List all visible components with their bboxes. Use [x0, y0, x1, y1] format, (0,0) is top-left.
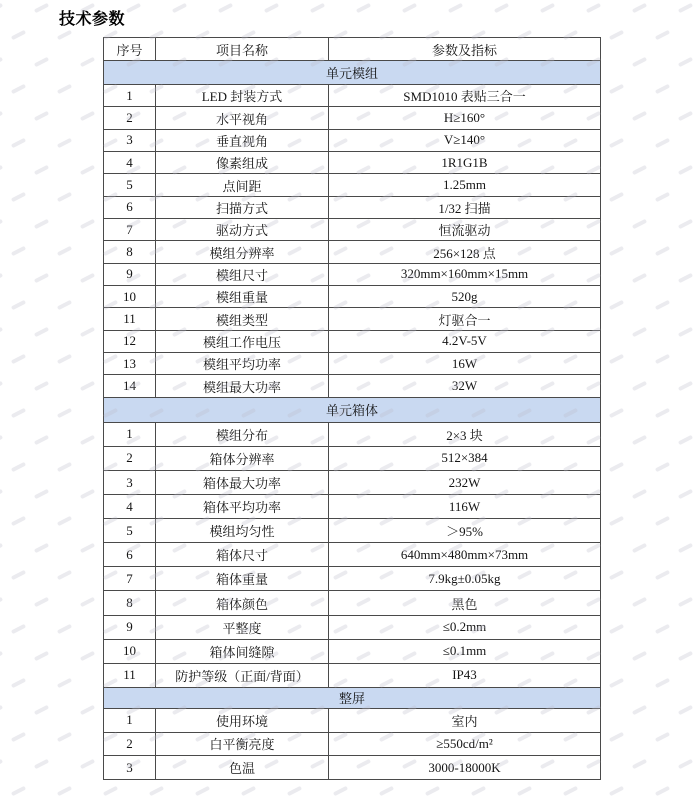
watermark-mark	[11, 138, 26, 148]
row-index: 11	[104, 663, 156, 687]
table-row	[104, 519, 601, 543]
row-index: 2	[104, 107, 156, 129]
watermark-mark	[0, 435, 3, 445]
row-index: 6	[104, 196, 156, 218]
watermark-mark	[80, 381, 95, 391]
table-row	[104, 308, 601, 330]
row-index: 9	[104, 615, 156, 639]
table-row	[104, 219, 601, 241]
watermark-mark	[678, 3, 693, 13]
row-index: 5	[104, 174, 156, 196]
watermark-mark	[80, 327, 95, 337]
watermark-mark	[34, 759, 49, 769]
watermark-mark	[11, 408, 26, 418]
row-spec-value: 室内	[329, 708, 601, 732]
row-item-name: 像素组成	[156, 152, 329, 174]
watermark-mark	[57, 786, 72, 796]
watermark-mark	[632, 489, 647, 499]
row-index: 3	[104, 756, 156, 780]
watermark-mark	[655, 408, 670, 418]
watermark-mark	[11, 516, 26, 526]
row-index: 1	[104, 708, 156, 732]
watermark-mark	[678, 327, 693, 337]
watermark-mark	[195, 786, 210, 796]
watermark-mark	[80, 543, 95, 553]
watermark-mark	[609, 570, 624, 580]
row-item-name: 垂直视角	[156, 129, 329, 151]
watermark-mark	[264, 3, 279, 13]
watermark-mark	[57, 462, 72, 472]
row-item-name: 箱体尺寸	[156, 543, 329, 567]
spec-table	[103, 37, 601, 780]
row-spec-value: 16W	[329, 353, 601, 375]
row-spec-value: 116W	[329, 495, 601, 519]
row-item-name: 模组最大功率	[156, 375, 329, 397]
header-row	[104, 38, 601, 61]
watermark-mark	[57, 570, 72, 580]
row-index: 10	[104, 639, 156, 663]
watermark-mark	[0, 705, 3, 715]
watermark-mark	[11, 624, 26, 634]
row-index: 12	[104, 330, 156, 352]
watermark-mark	[609, 192, 624, 202]
watermark-mark	[678, 759, 693, 769]
table-row	[104, 375, 601, 397]
watermark-mark	[0, 489, 3, 499]
table-row	[104, 591, 601, 615]
row-spec-value: ≤0.2mm	[329, 615, 601, 639]
table-row	[104, 152, 601, 174]
table-row	[104, 129, 601, 151]
row-index: 13	[104, 353, 156, 375]
watermark-mark	[540, 3, 555, 13]
row-index: 1	[104, 422, 156, 446]
watermark-mark	[80, 489, 95, 499]
watermark-mark	[632, 273, 647, 283]
row-index: 8	[104, 241, 156, 263]
page-title: 技术参数	[59, 11, 126, 28]
watermark-mark	[57, 732, 72, 742]
watermark-mark	[609, 624, 624, 634]
watermark-mark	[0, 759, 3, 769]
watermark-mark	[655, 30, 670, 40]
row-item-name: 点间距	[156, 174, 329, 196]
watermark-mark	[678, 489, 693, 499]
row-spec-value: 3000-18000K	[329, 756, 601, 780]
watermark-mark	[632, 381, 647, 391]
watermark-mark	[0, 327, 3, 337]
row-item-name: 箱体分辨率	[156, 446, 329, 470]
watermark-mark	[0, 165, 3, 175]
row-item-name: 白平衡亮度	[156, 732, 329, 756]
row-item-name: 箱体颜色	[156, 591, 329, 615]
watermark-mark	[678, 435, 693, 445]
row-index: 5	[104, 519, 156, 543]
row-item-name: 使用环境	[156, 708, 329, 732]
table-row	[104, 446, 601, 470]
watermark-mark	[655, 246, 670, 256]
watermark-mark	[80, 219, 95, 229]
watermark-mark	[80, 651, 95, 661]
watermark-mark	[0, 273, 3, 283]
table-row	[104, 353, 601, 375]
watermark-mark	[11, 786, 26, 796]
row-spec-value: H≥160°	[329, 107, 601, 129]
row-spec-value: ≥550cd/m²	[329, 732, 601, 756]
row-item-name: 模组工作电压	[156, 330, 329, 352]
watermark-mark	[11, 570, 26, 580]
table-row	[104, 85, 601, 107]
watermark-mark	[310, 3, 325, 13]
watermark-mark	[356, 3, 371, 13]
watermark-mark	[632, 435, 647, 445]
watermark-mark	[80, 597, 95, 607]
row-item-name: 色温	[156, 756, 329, 780]
watermark-mark	[609, 138, 624, 148]
watermark-mark	[0, 3, 3, 13]
watermark-mark	[379, 786, 394, 796]
watermark-mark	[57, 30, 72, 40]
watermark-mark	[632, 165, 647, 175]
watermark-mark	[11, 30, 26, 40]
watermark-mark	[57, 300, 72, 310]
watermark-mark	[425, 786, 440, 796]
watermark-mark	[586, 3, 601, 13]
watermark-mark	[34, 543, 49, 553]
row-spec-value: 恒流驱动	[329, 219, 601, 241]
table-body	[104, 61, 601, 780]
watermark-mark	[11, 300, 26, 310]
watermark-mark	[57, 138, 72, 148]
watermark-mark	[172, 3, 187, 13]
row-spec-value: 7.9kg±0.05kg	[329, 567, 601, 591]
watermark-mark	[609, 732, 624, 742]
row-spec-value: IP43	[329, 663, 601, 687]
row-item-name: 模组重量	[156, 286, 329, 308]
row-index: 1	[104, 85, 156, 107]
row-spec-value: ＞95%	[329, 519, 601, 543]
row-item-name: 模组尺寸	[156, 263, 329, 285]
watermark-mark	[0, 219, 3, 229]
col-header-item-name: 项目名称	[156, 38, 329, 61]
row-spec-value: 520g	[329, 286, 601, 308]
table-row	[104, 196, 601, 218]
watermark-mark	[57, 84, 72, 94]
row-item-name: 模组平均功率	[156, 353, 329, 375]
watermark-mark	[11, 354, 26, 364]
table-row	[104, 495, 601, 519]
row-spec-value: 1.25mm	[329, 174, 601, 196]
watermark-mark	[0, 543, 3, 553]
watermark-mark	[494, 3, 509, 13]
watermark-mark	[655, 462, 670, 472]
row-item-name: 模组分辨率	[156, 241, 329, 263]
watermark-mark	[448, 3, 463, 13]
row-spec-value: 2×3 块	[329, 422, 601, 446]
row-index: 7	[104, 567, 156, 591]
watermark-mark	[678, 381, 693, 391]
row-spec-value: 32W	[329, 375, 601, 397]
watermark-mark	[471, 786, 486, 796]
row-index: 3	[104, 129, 156, 151]
col-header-index: 序号	[104, 38, 156, 61]
row-index: 4	[104, 152, 156, 174]
table-header	[104, 38, 601, 61]
watermark-mark	[678, 705, 693, 715]
watermark-mark	[80, 435, 95, 445]
section-row	[104, 397, 601, 422]
watermark-mark	[149, 786, 164, 796]
watermark-mark	[57, 678, 72, 688]
watermark-mark	[11, 462, 26, 472]
watermark-mark	[0, 111, 3, 121]
watermark-mark	[632, 651, 647, 661]
row-item-name: 模组均匀性	[156, 519, 329, 543]
watermark-mark	[34, 111, 49, 121]
watermark-mark	[57, 516, 72, 526]
table-row	[104, 615, 601, 639]
watermark-mark	[678, 273, 693, 283]
table-row	[104, 471, 601, 495]
table-row	[104, 708, 601, 732]
watermark-mark	[0, 381, 3, 391]
watermark-mark	[655, 192, 670, 202]
watermark-mark	[34, 597, 49, 607]
table-row	[104, 732, 601, 756]
watermark-mark	[609, 246, 624, 256]
watermark-mark	[678, 651, 693, 661]
watermark-mark	[609, 462, 624, 472]
watermark-mark	[609, 354, 624, 364]
watermark-mark	[632, 3, 647, 13]
watermark-mark	[632, 759, 647, 769]
row-spec-value: 512×384	[329, 446, 601, 470]
watermark-mark	[34, 57, 49, 67]
section-row	[104, 687, 601, 708]
watermark-mark	[34, 651, 49, 661]
watermark-mark	[678, 165, 693, 175]
row-spec-value: 640mm×480mm×73mm	[329, 543, 601, 567]
watermark-mark	[34, 327, 49, 337]
col-header-spec-value: 参数及指标	[329, 38, 601, 61]
watermark-mark	[80, 705, 95, 715]
watermark-mark	[11, 678, 26, 688]
row-index: 14	[104, 375, 156, 397]
row-item-name: 水平视角	[156, 107, 329, 129]
watermark-mark	[678, 219, 693, 229]
watermark-mark	[80, 273, 95, 283]
watermark-mark	[34, 435, 49, 445]
watermark-mark	[80, 57, 95, 67]
watermark-mark	[241, 786, 256, 796]
watermark-mark	[632, 705, 647, 715]
row-index: 10	[104, 286, 156, 308]
table-row	[104, 241, 601, 263]
watermark-mark	[609, 678, 624, 688]
watermark-mark	[632, 543, 647, 553]
row-item-name: 箱体重量	[156, 567, 329, 591]
table-row	[104, 330, 601, 352]
table-row	[104, 286, 601, 308]
watermark-mark	[0, 597, 3, 607]
watermark-mark	[655, 300, 670, 310]
watermark-mark	[678, 597, 693, 607]
row-spec-value: ≤0.1mm	[329, 639, 601, 663]
row-item-name: LED 封装方式	[156, 85, 329, 107]
watermark-mark	[11, 192, 26, 202]
section-header: 单元模组	[104, 61, 601, 85]
watermark-mark	[632, 327, 647, 337]
watermark-mark	[34, 219, 49, 229]
row-index: 11	[104, 308, 156, 330]
row-index: 8	[104, 591, 156, 615]
table-row	[104, 663, 601, 687]
row-item-name: 防护等级（正面/背面）	[156, 663, 329, 687]
section-row	[104, 61, 601, 85]
watermark-mark	[34, 381, 49, 391]
watermark-mark	[11, 732, 26, 742]
row-index: 6	[104, 543, 156, 567]
watermark-mark	[0, 651, 3, 661]
watermark-mark	[632, 597, 647, 607]
watermark-mark	[632, 111, 647, 121]
row-spec-value: 灯驱合一	[329, 308, 601, 330]
watermark-mark	[103, 786, 118, 796]
row-item-name: 箱体间缝隙	[156, 639, 329, 663]
watermark-mark	[333, 786, 348, 796]
watermark-mark	[655, 354, 670, 364]
row-index: 9	[104, 263, 156, 285]
watermark-mark	[80, 165, 95, 175]
table-row	[104, 263, 601, 285]
row-item-name: 模组类型	[156, 308, 329, 330]
row-index: 7	[104, 219, 156, 241]
row-item-name: 扫描方式	[156, 196, 329, 218]
row-spec-value: 4.2V-5V	[329, 330, 601, 352]
watermark-mark	[655, 516, 670, 526]
watermark-mark	[126, 3, 141, 13]
watermark-mark	[34, 3, 49, 13]
watermark-mark	[609, 30, 624, 40]
watermark-mark	[655, 786, 670, 796]
table-row	[104, 422, 601, 446]
row-spec-value: 黑色	[329, 591, 601, 615]
watermark-mark	[0, 57, 3, 67]
watermark-mark	[678, 57, 693, 67]
table-row	[104, 567, 601, 591]
watermark-mark	[655, 570, 670, 580]
row-spec-value: 256×128 点	[329, 241, 601, 263]
watermark-mark	[678, 111, 693, 121]
row-item-name: 箱体最大功率	[156, 471, 329, 495]
watermark-mark	[287, 786, 302, 796]
row-index: 2	[104, 446, 156, 470]
table-row	[104, 107, 601, 129]
row-index: 4	[104, 495, 156, 519]
watermark-mark	[609, 786, 624, 796]
row-index: 2	[104, 732, 156, 756]
row-spec-value: V≥140°	[329, 129, 601, 151]
watermark-mark	[517, 786, 532, 796]
watermark-mark	[609, 408, 624, 418]
watermark-mark	[218, 3, 233, 13]
table-row	[104, 756, 601, 780]
row-spec-value: 1R1G1B	[329, 152, 601, 174]
table-row	[104, 174, 601, 196]
row-spec-value: 320mm×160mm×15mm	[329, 263, 601, 285]
row-item-name: 箱体平均功率	[156, 495, 329, 519]
watermark-mark	[34, 489, 49, 499]
section-header: 单元箱体	[104, 397, 601, 422]
watermark-mark	[609, 516, 624, 526]
row-item-name: 模组分布	[156, 422, 329, 446]
watermark-mark	[57, 246, 72, 256]
watermark-mark	[632, 219, 647, 229]
watermark-mark	[34, 705, 49, 715]
watermark-mark	[655, 84, 670, 94]
watermark-mark	[11, 84, 26, 94]
watermark-mark	[402, 3, 417, 13]
row-item-name: 平整度	[156, 615, 329, 639]
watermark-mark	[11, 246, 26, 256]
watermark-mark	[655, 624, 670, 634]
watermark-mark	[57, 624, 72, 634]
watermark-mark	[57, 192, 72, 202]
watermark-mark	[563, 786, 578, 796]
row-item-name: 驱动方式	[156, 219, 329, 241]
table-row	[104, 543, 601, 567]
watermark-mark	[678, 543, 693, 553]
watermark-mark	[655, 138, 670, 148]
watermark-mark	[655, 732, 670, 742]
watermark-mark	[655, 678, 670, 688]
watermark-mark	[609, 84, 624, 94]
row-spec-value: 1/32 扫描	[329, 196, 601, 218]
watermark-mark	[57, 354, 72, 364]
table-row	[104, 639, 601, 663]
watermark-mark	[632, 57, 647, 67]
section-header: 整屏	[104, 687, 601, 708]
row-spec-value: 232W	[329, 471, 601, 495]
watermark-mark	[609, 300, 624, 310]
watermark-mark	[57, 408, 72, 418]
row-spec-value: SMD1010 表贴三合一	[329, 85, 601, 107]
row-index: 3	[104, 471, 156, 495]
watermark-mark	[80, 111, 95, 121]
watermark-mark	[80, 759, 95, 769]
watermark-mark	[34, 165, 49, 175]
watermark-mark	[34, 273, 49, 283]
